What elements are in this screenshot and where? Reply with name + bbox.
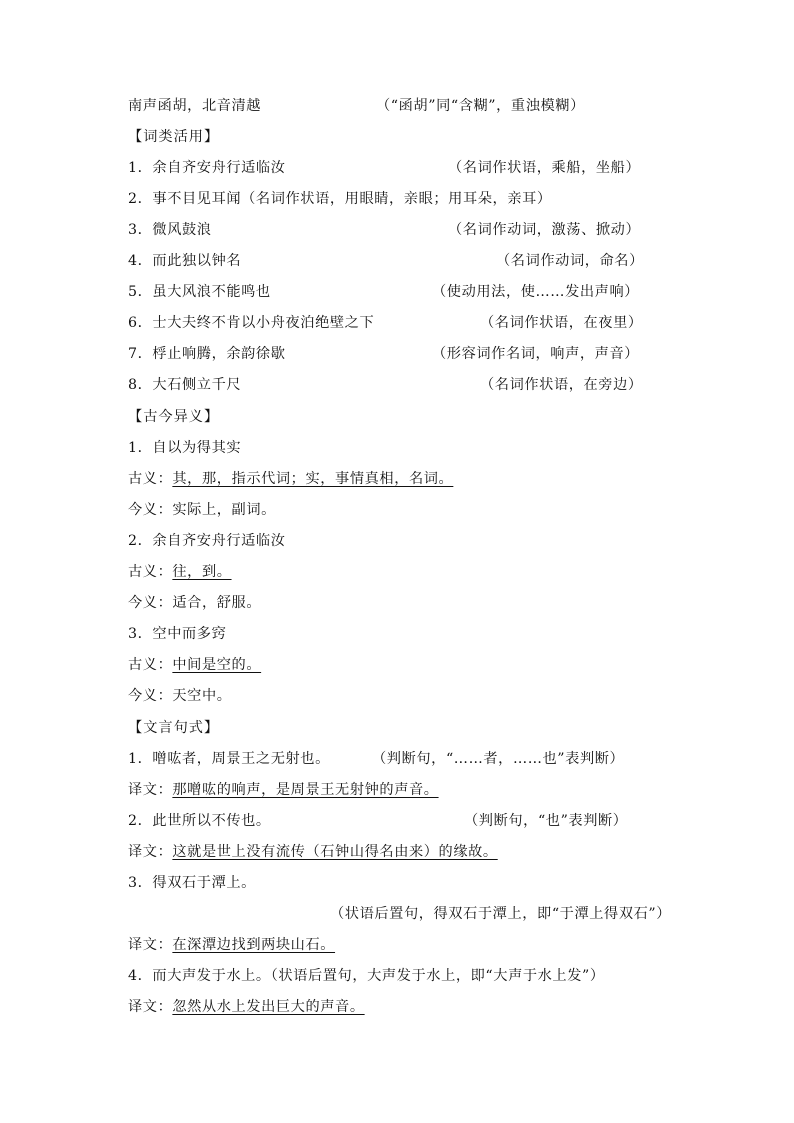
gujin-gu-3: 古义：中间是空的。 — [128, 657, 262, 673]
jushi-item-2: 2．此世所以不传也。 （判断句，“也”表判断） — [128, 810, 658, 832]
section-title-gujin: 【古今异义】 — [128, 409, 220, 425]
cilei-note-5: （使动用法，使……发出声响） — [432, 284, 640, 300]
jushi-yi-text-3: 在深潭边找到两块山石。 — [172, 937, 336, 953]
gujin-jin-3: 今义：天空中。 — [128, 688, 232, 704]
gujin-head-2: 2．余自齐安舟行适临汝 — [128, 533, 286, 549]
gujin-gu-1: 古义：其，那，指示代词；实，事情真相，名词。 — [128, 471, 454, 487]
gujin-gu-text-2: 往，到。 — [172, 564, 232, 580]
cilei-note-3: （名词作动词，激荡、掀动） — [448, 222, 641, 238]
jushi-yi-text-2: 这就是世上没有流传（石钟山得名由来）的缘故。 — [172, 844, 498, 860]
jushi-yi-1: 译文：那噌吰的响声，是周景王无射钟的声音。 — [128, 782, 439, 798]
gujin-jin-2: 今义：适合，舒服。 — [128, 595, 262, 611]
jushi-yi-3: 译文：在深潭边找到两块山石。 — [128, 937, 336, 953]
intro-text: 南声函胡，北音清越 — [128, 98, 262, 114]
cilei-note-4: （名词作动词，命名） — [496, 253, 644, 269]
jushi-note-2: （判断句，“也”表判断） — [464, 813, 628, 829]
jushi-yi-text-4: 忽然从水上发出巨大的声音。 — [172, 999, 365, 1015]
cilei-item-6: 6．士大夫终不肯以小舟夜泊绝壁之下 （名词作状语，在夜里） — [128, 312, 658, 334]
cilei-item-8: 8．大石侧立千尺 （名词作状语，在旁边） — [128, 374, 658, 396]
gujin-gu-text-1: 其，那，指示代词；实，事情真相，名词。 — [172, 471, 454, 487]
cilei-item-3: 3．微风鼓浪 （名词作动词，激荡、掀动） — [128, 219, 658, 241]
cilei-note-6: （名词作状语，在夜里） — [480, 315, 643, 331]
cilei-note-1: （名词作状语，乘船，坐船） — [448, 160, 641, 176]
jushi-yi-2: 译文：这就是世上没有流传（石钟山得名由来）的缘故。 — [128, 844, 498, 860]
jushi-yi-4: 译文：忽然从水上发出巨大的声音。 — [128, 999, 365, 1015]
jushi-item-3: 3．得双石于潭上。 — [128, 875, 256, 891]
gujin-gu-text-3: 中间是空的。 — [172, 657, 262, 673]
cilei-item-7: 7．桴止响腾，余韵徐歇 （形容词作名词，响声，声音） — [128, 343, 658, 365]
section-title-jushi: 【文言句式】 — [128, 720, 220, 736]
gujin-head-1: 1．自以为得其实 — [128, 440, 242, 456]
section-title-cilei: 【词类活用】 — [128, 129, 220, 145]
jushi-note-3: （状语后置句，得双石于潭上，即“于潭上得双石”） — [330, 906, 672, 922]
gujin-gu-2: 古义：往，到。 — [128, 564, 232, 580]
cilei-item-4: 4．而此独以钟名 （名词作动词，命名） — [128, 250, 658, 272]
cilei-item-1: 1．余自齐安舟行适临汝 （名词作状语，乘船，坐船） — [128, 157, 658, 179]
intro-line — [128, 95, 658, 117]
jushi-item-4: 4．而大声发于水上。（状语后置句，大声发于水上，即“大声于水上发”） — [128, 968, 605, 984]
cilei-item-5: 5．虽大风浪不能鸣也 （使动用法，使……发出声响） — [128, 281, 658, 303]
gujin-head-3: 3．空中而多窍 — [128, 626, 227, 642]
jushi-item-1: 1．噌吰者，周景王之无射也。 （判断句，“……者，……也”表判断） — [128, 748, 658, 770]
intro-note: （“函胡”同“含糊”，重浊模糊） — [376, 98, 585, 114]
cilei-note-7: （形容词作名词，响声，声音） — [432, 346, 640, 362]
jushi-note-1: （判断句，“……者，……也”表判断） — [372, 751, 625, 767]
cilei-note-8: （名词作状语，在旁边） — [480, 377, 643, 393]
jushi-yi-text-1: 那噌吰的响声，是周景王无射钟的声音。 — [172, 782, 439, 798]
gujin-jin-1: 今义：实际上，副词。 — [128, 502, 276, 518]
cilei-item-2: 2．事不目见耳闻（名词作状语，用眼睛，亲眼；用耳朵，亲耳） — [128, 191, 552, 207]
